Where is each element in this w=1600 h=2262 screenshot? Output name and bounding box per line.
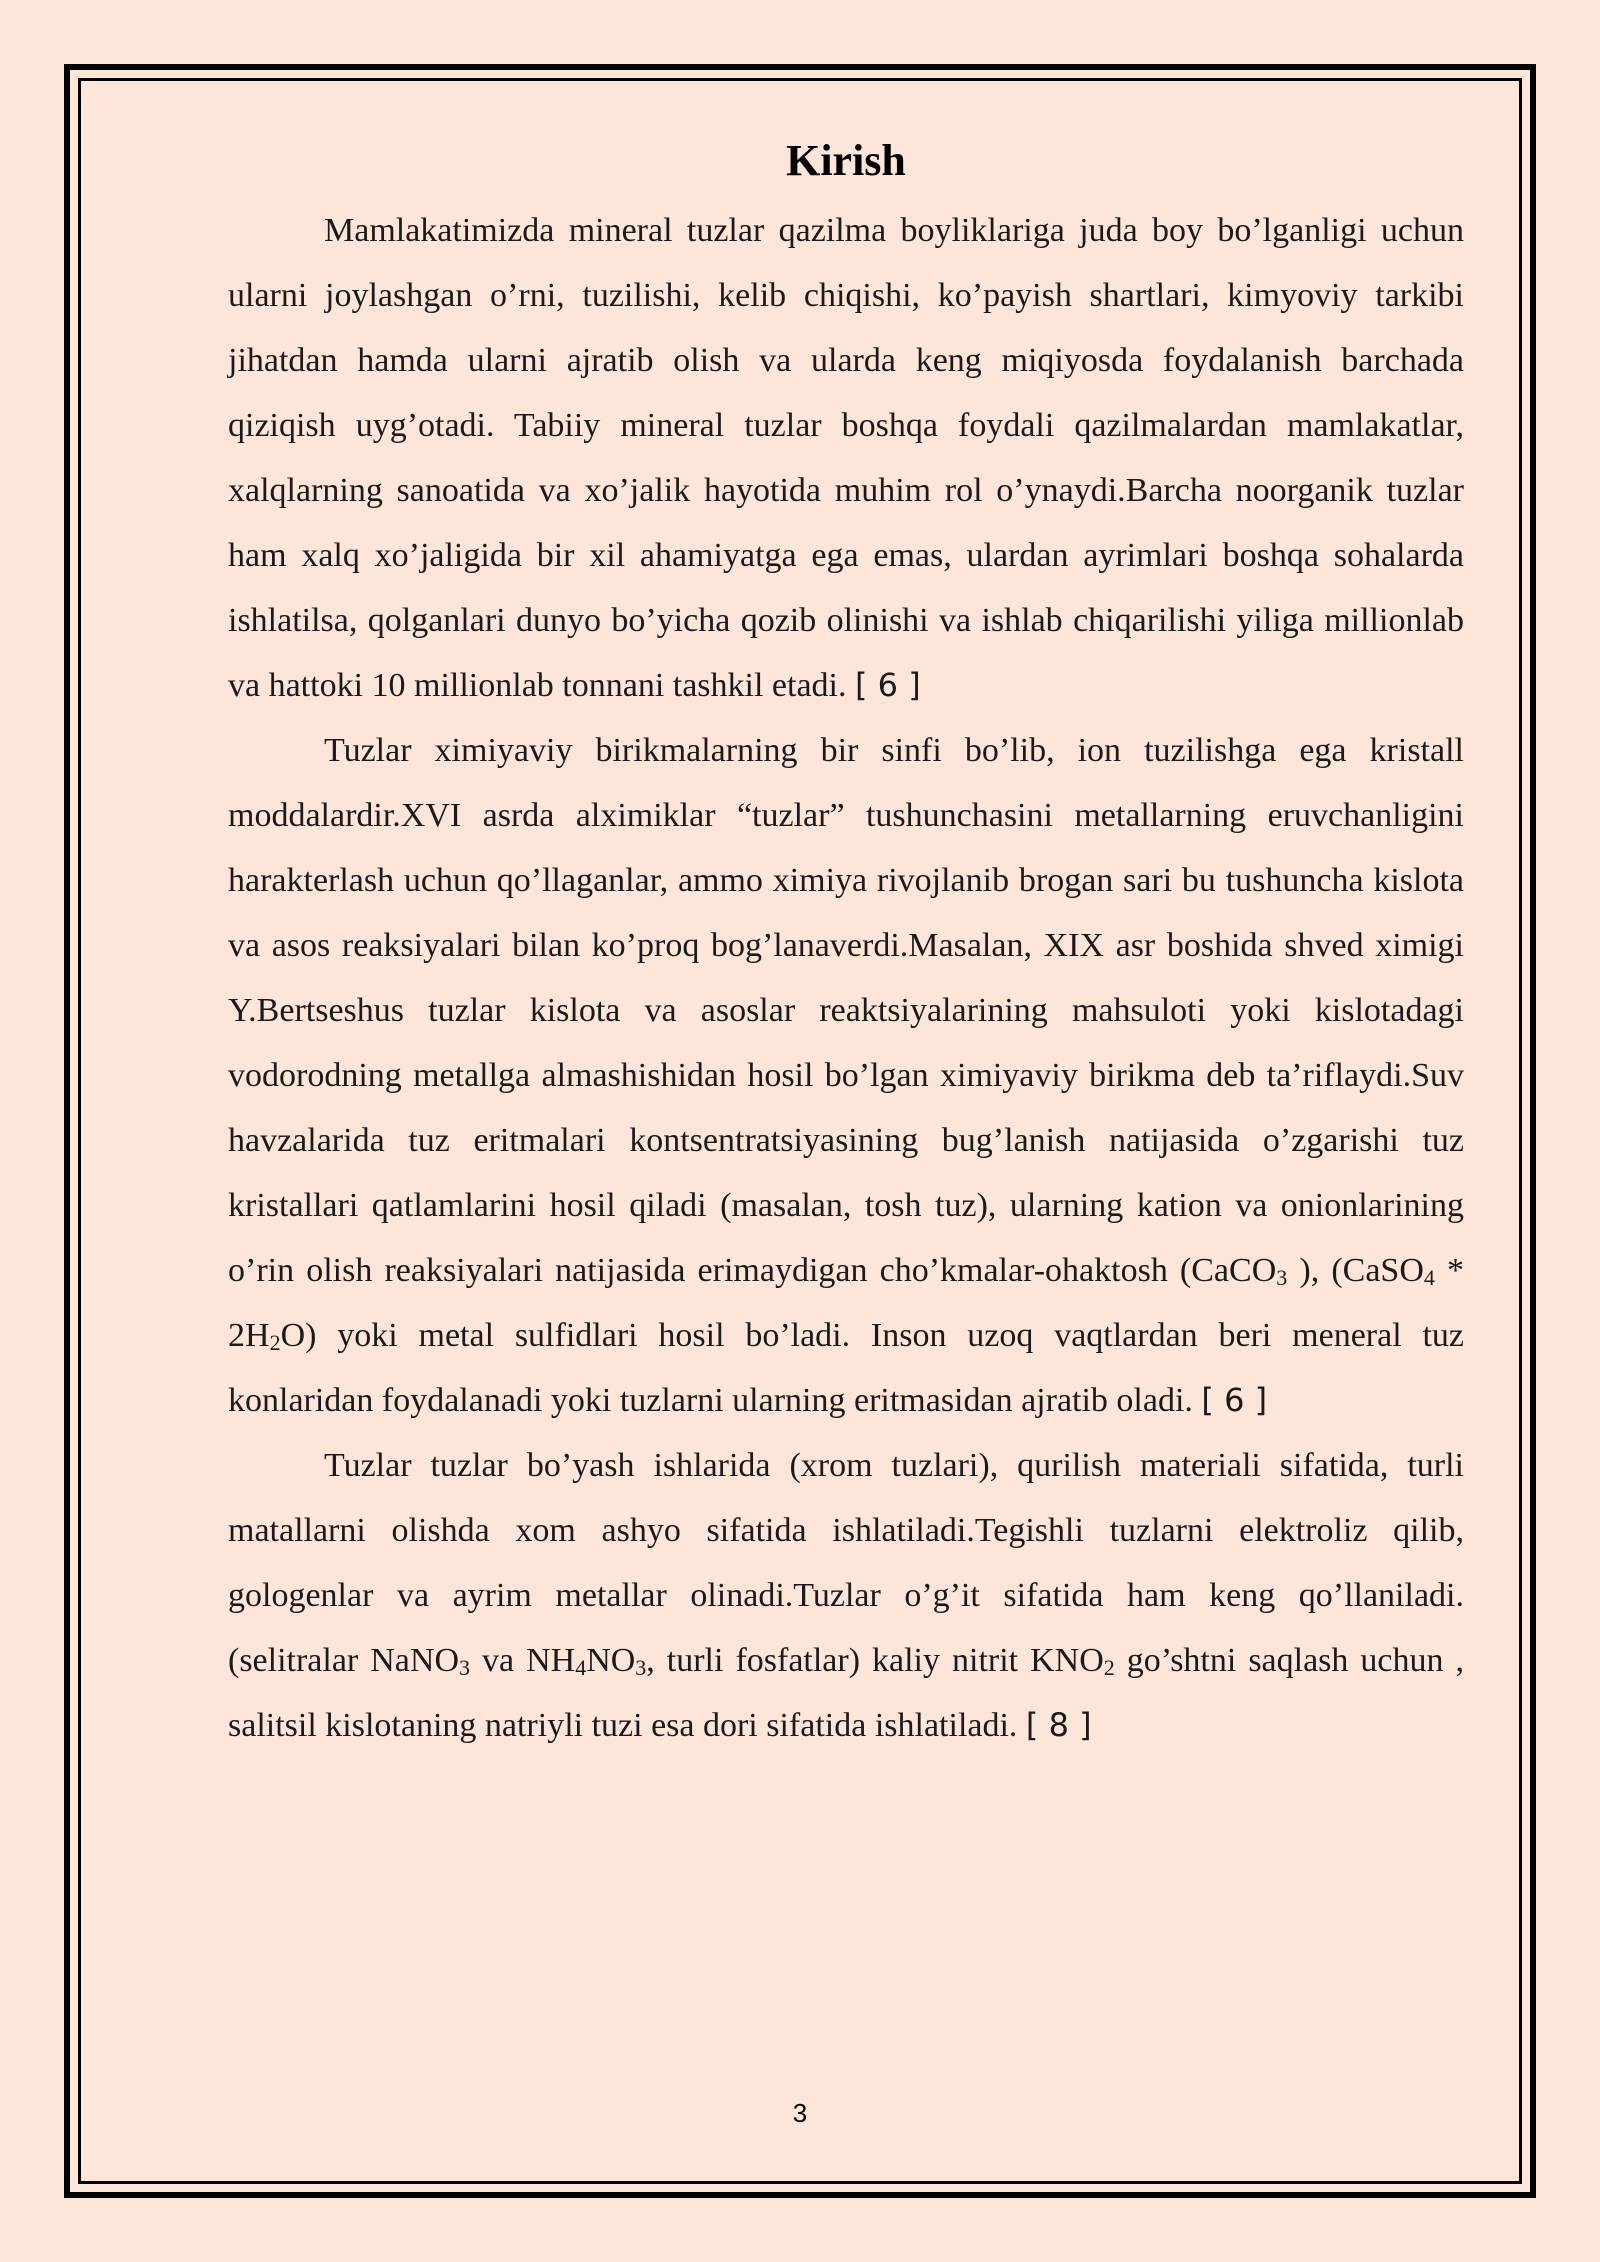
paragraph-text: ), (CaSO: [1287, 1252, 1424, 1289]
paragraph-text: Mamlakatimizda mineral tuzlar qazilma boyliklariga juda boy bo’lganligi uchun ularni joylashgan o’rni, tuzilishi, kelib chiqishi, ko’payish shartlari, kimyoviy tarkibi jihatdan hamda ularni ajratib olish va ularda keng miqiyosda foydalanish barchada qiziqish uyg’otadi. Tabiiy mineral tuzlar boshqa foydali qazilmalardan mamlakatlar, xalqlarning sanoatida va xo’jalik hayotida muhim rol o’ynaydi.Barcha noorganik tuzlar ham xalq xo’jaligida bir xil ahamiyatga ega emas, ulardan ayrimlari boshqa sohalarda ishlatilsa, qolganlari dunyo bo’yicha qozib olinishi va ishlab chiqarilishi yiliga millionlab va hattoki 10 millionlab tonnani tashkil etadi.: [228, 212, 1464, 704]
subscript: 4: [575, 1655, 587, 1680]
citation: [ 6 ]: [1201, 1381, 1268, 1419]
subscript: 2: [1103, 1655, 1115, 1680]
subscript: 3: [635, 1655, 647, 1680]
paragraph-text: * 2H: [228, 1252, 1464, 1354]
paragraph-text: Tuzlar tuzlar bo’yash ishlarida (xrom tuzlari), qurilish materiali sifatida, turli matallarni olishda xom ashyo sifatida ishlatiladi.Tegishli tuzlarni elektroliz qilib, gologenlar va ayrim metallar olinadi.Tuzlar o’g’it sifatida ham keng qo’llaniladi. (selitralar NaNO: [228, 1447, 1464, 1679]
subscript: 3: [459, 1655, 470, 1680]
paragraph-text: va NH: [470, 1642, 576, 1679]
paragraph-text: , turli fosfatlar) kaliy nitrit KNO: [646, 1642, 1104, 1679]
paragraph-text: O) yoki metal sulfidlari hosil bo’ladi. Inson uzoq vaqtlardan beri meneral tuz konlaridan foydalanadi yoki tuzlarni ularning eritmasidan ajratib oladi.: [228, 1317, 1464, 1419]
paragraph-text: go’shtni saqlash uchun , salitsil kislotaning natriyli tuzi esa dori sifatida ishlatiladi.: [228, 1642, 1464, 1744]
subscript: 4: [1423, 1265, 1435, 1290]
citation: [ 6 ]: [855, 666, 921, 704]
paragraph-2: [228, 718, 1464, 1433]
document-body: [228, 128, 1464, 1758]
page-title: Kirish: [786, 136, 906, 185]
page-number: 3: [792, 2098, 808, 2128]
subscript: 3: [1276, 1265, 1288, 1290]
subscript: 2: [269, 1330, 281, 1355]
paragraph-text: Tuzlar ximiyaviy birikmalarning bir sinfi bo’lib, ion tuzilishga ega kristall moddalardir.XVI asrda alximiklar “tuzlar” tushunchasini metallarning eruvchanligini harakterlash uchun qo’llaganlar, ammo ximiya rivojlanib brogan sari bu tushuncha kislota va asos reaksiyalari bilan ko’proq bog’lanaverdi.Masalan, XIX asr boshida shved ximigi Y.Bertseshus tuzlar kislota va asoslar reaktsiyalarining mahsuloti yoki kislotadagi vodorodning metallga almashishidan hosil bo’lgan ximiyaviy birikma deb ta’riflaydi.Suv havzalarida tuz eritmalari kontsentratsiyasining bug’lanish natijasida o’zgarishi tuz kristallari qatlamlarini hosil qiladi (masalan, tosh tuz), ularning kation va onionlarining o’rin olish reaksiyalari natijasida erimaydigan cho’kmalar-ohaktosh (CaCO: [228, 732, 1464, 1289]
citation: [ 8 ]: [1025, 1706, 1092, 1744]
paragraph-text: NO: [586, 1642, 636, 1679]
paragraph-3: [228, 1433, 1464, 1758]
paragraph-1: [228, 198, 1464, 718]
